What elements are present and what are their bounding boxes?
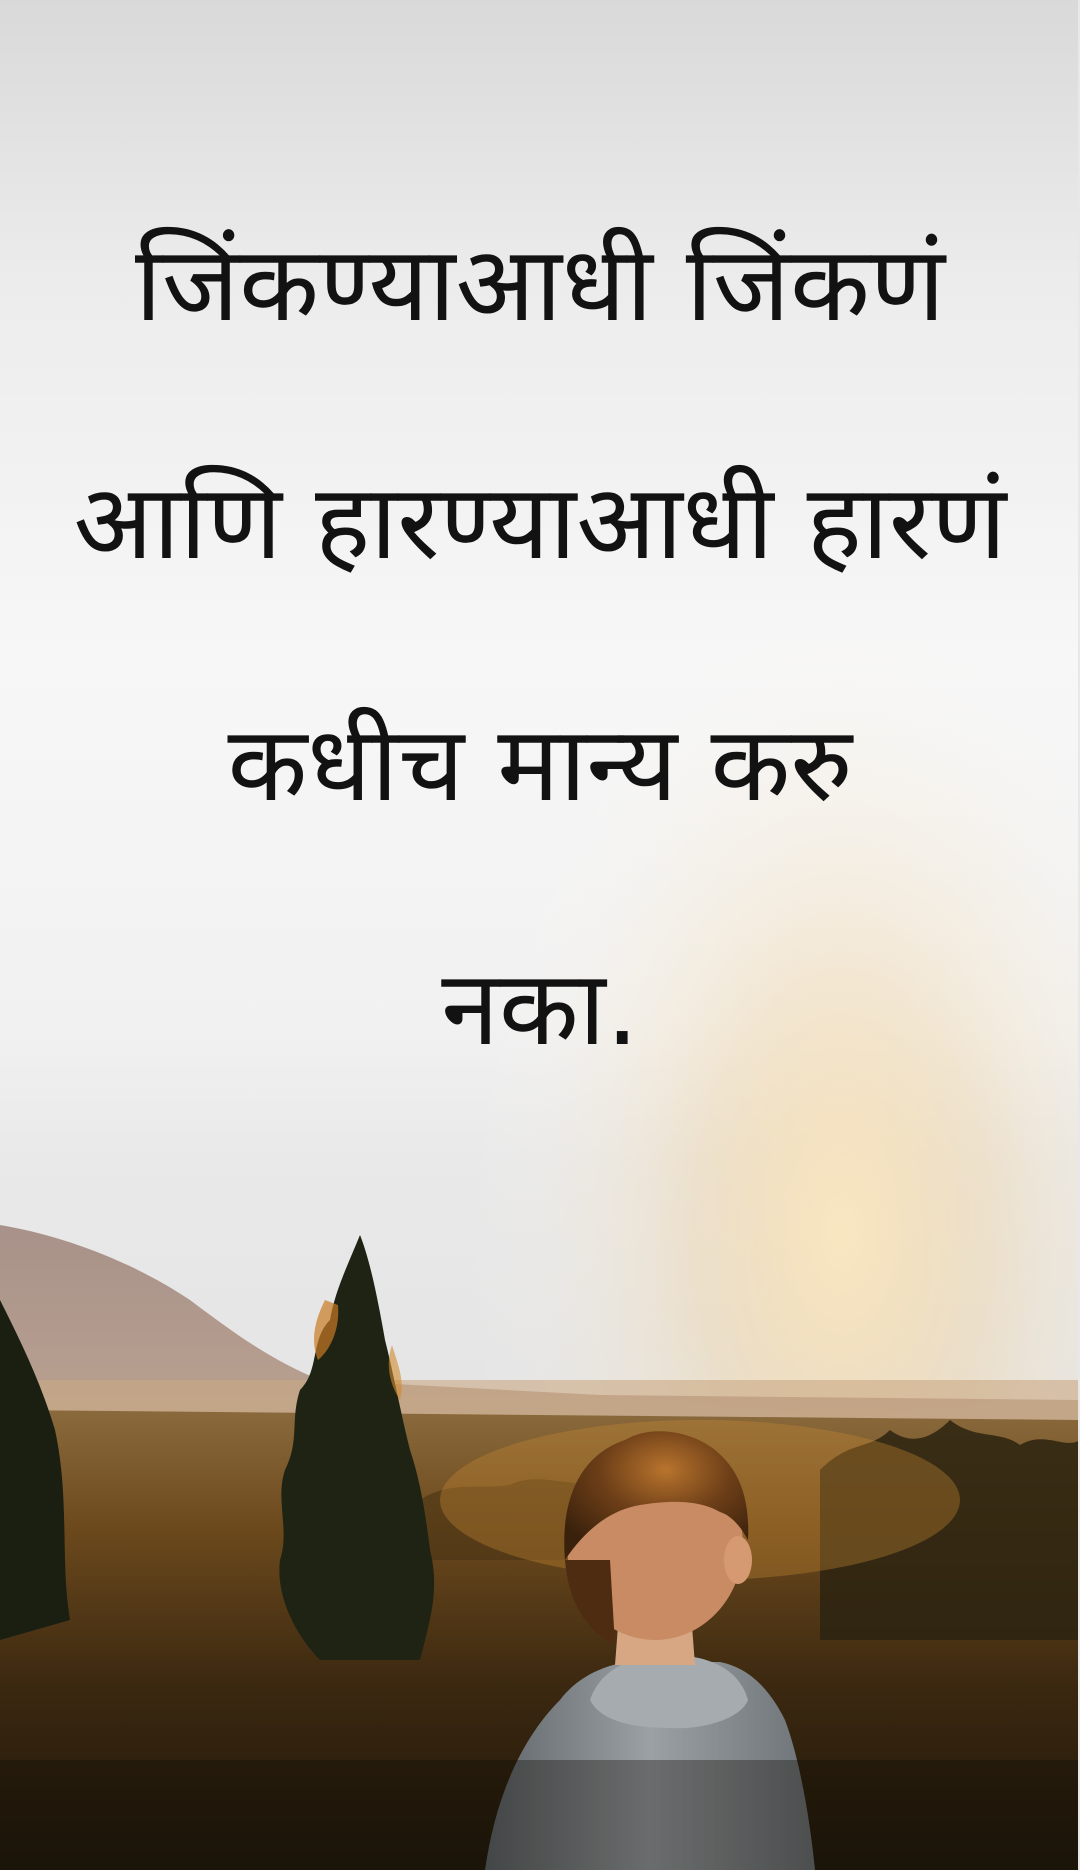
quote-line-3: कधीच मान्य करु bbox=[227, 703, 853, 825]
person-ear bbox=[724, 1536, 752, 1584]
quote-line-1: जिंकण्याआधी जिंकणं bbox=[134, 223, 946, 345]
bottom-shadow bbox=[0, 1760, 1080, 1870]
quote-line-4: नका. bbox=[441, 947, 639, 1069]
quote-line-2: आणि हारण्याआधी हारणं bbox=[73, 461, 1007, 583]
